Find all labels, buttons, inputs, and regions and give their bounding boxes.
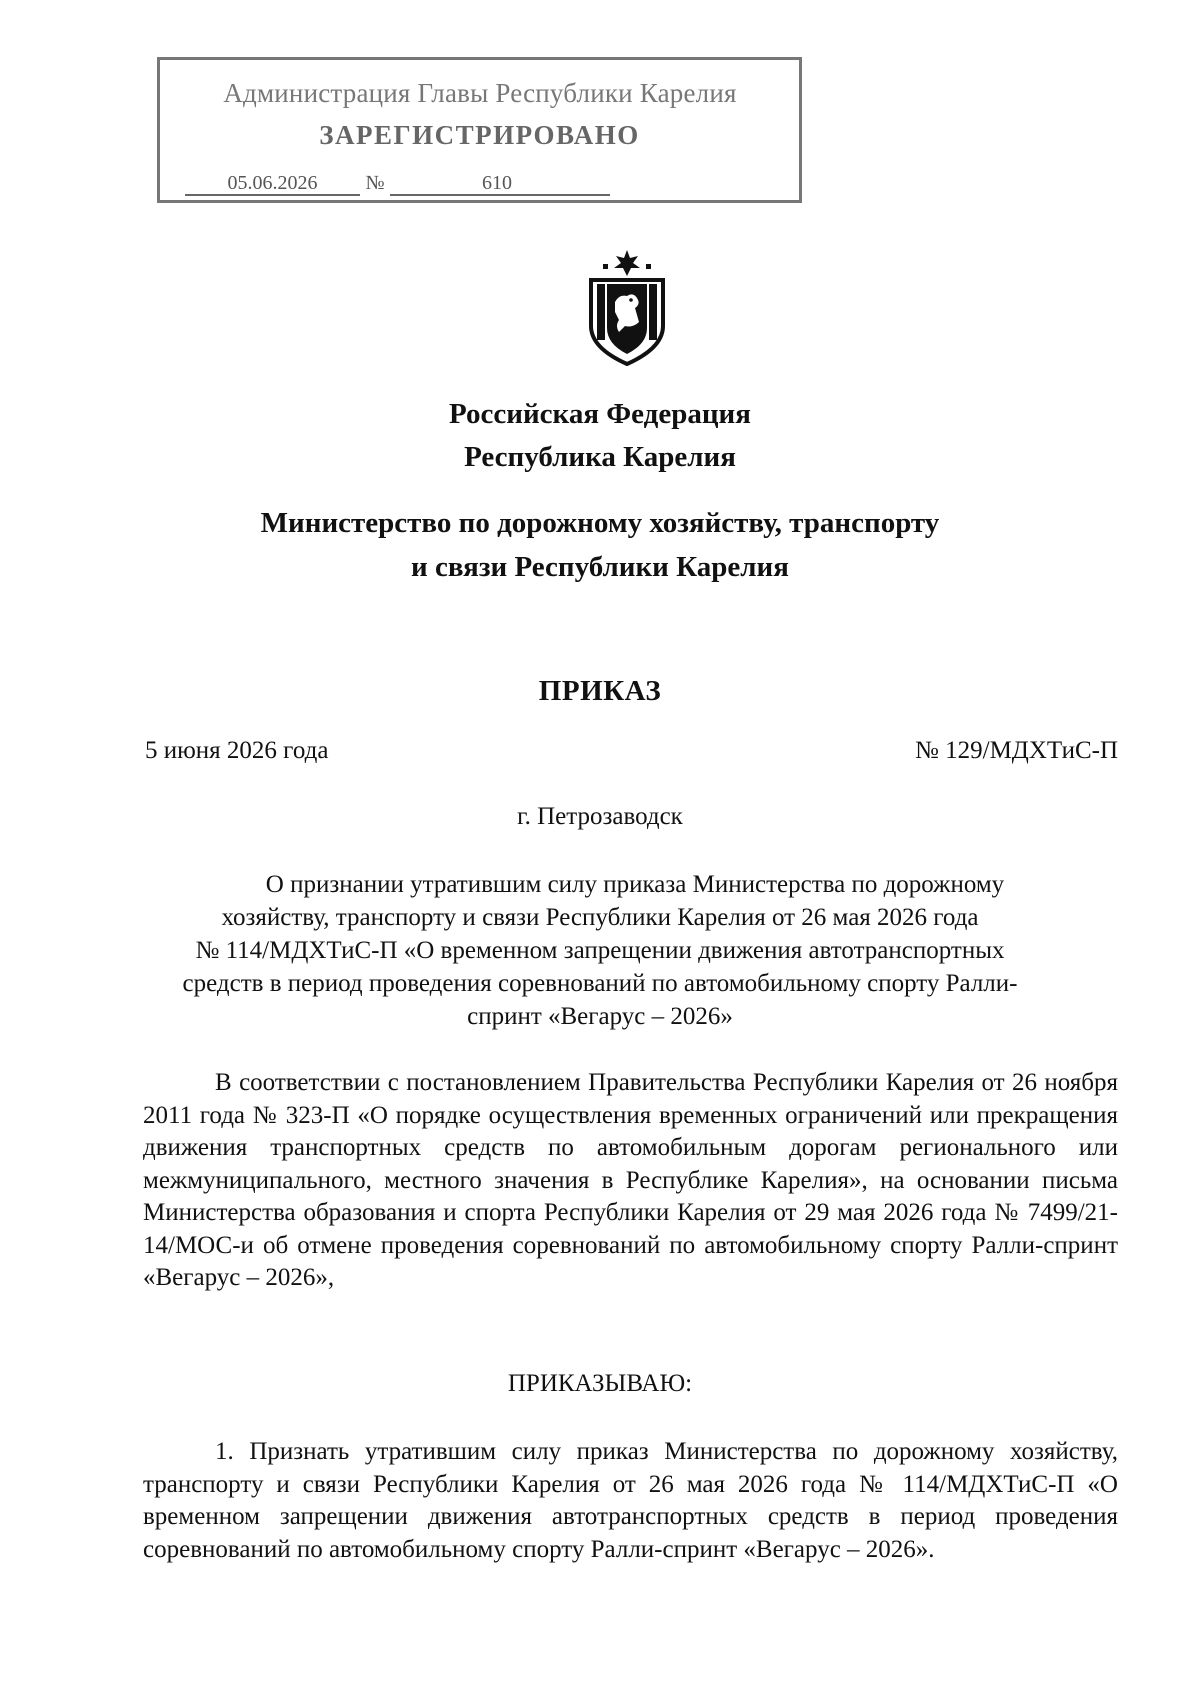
header-country: Российская Федерация: [449, 398, 751, 430]
order-subject: [140, 868, 1060, 1033]
order-city: г. Петрозаводск: [517, 803, 683, 830]
stamp-organization: Администрация Главы Республики Карелия: [223, 78, 737, 108]
coat-of-arms-icon: [583, 248, 671, 366]
stamp-number-value: 610: [482, 172, 512, 194]
header-ministry-line1: Министерство по дорожному хозяйству, транспорту: [260, 507, 940, 539]
order-number: № 129/МДХТиС-П: [915, 737, 1118, 764]
order-item-1: 1. Признать утратившим силу приказ Министерства по дорожному хозяйству, транспорту и связи Республики Карелия от 26 мая 2026 года № 114/МДХТиС-П «О временном запрещении движения автотранспортных средств в период проведения соревнований по автомобильному спорту Ралли-спринт «Вегарус – 2026».: [143, 1438, 1118, 1563]
header-ministry-line2: и связи Республики Карелия: [411, 551, 789, 583]
order-subject-line: средств в период проведения соревнований по автомобильному спорту Ралли-: [182, 970, 1018, 997]
order-subject-line: О признании утратившим силу приказа Министерства по дорожному: [265, 871, 1005, 898]
order-directive: ПРИКАЗЫВАЮ:: [507, 1370, 693, 1397]
stamp-number: [390, 172, 610, 196]
header-republic: Республика Карелия: [464, 441, 736, 473]
order-subject-line: спринт «Вегарус – 2026»: [467, 1003, 733, 1030]
preamble-paragraph: В соответствии с постановлением Правительства Республики Карелия от 26 ноября 2011 года № 323-П «О порядке осуществления временных ограничений или прекращения движения транспортных средств по автомобильным дорогам регионального или межмуниципального, местного значения в Республике Карелия», на основании письма Министерства образования и спорта Республики Карелия от 29 мая 2026 года № 7499/21-14/МОС-и об отмене проведения соревнований по автомобильному спорту Ралли-спринт «Вегарус – 2026»,: [143, 1069, 1118, 1291]
stamp-date: 05.06.2026: [185, 172, 360, 196]
stamp-status: ЗАРЕГИСТРИРОВАНО: [319, 120, 640, 150]
order-date: 5 июня 2026 года: [145, 737, 329, 764]
stamp-number-sign: №: [365, 172, 385, 194]
registration-stamp: [157, 57, 802, 203]
order-subject-line: № 114/МДХТиС-П «О временном запрещении движения автотранспортных: [195, 937, 1005, 964]
order-subject-line: хозяйству, транспорту и связи Республики Карелия от 26 мая 2026 года: [221, 904, 979, 931]
order-title: ПРИКАЗ: [538, 675, 662, 707]
